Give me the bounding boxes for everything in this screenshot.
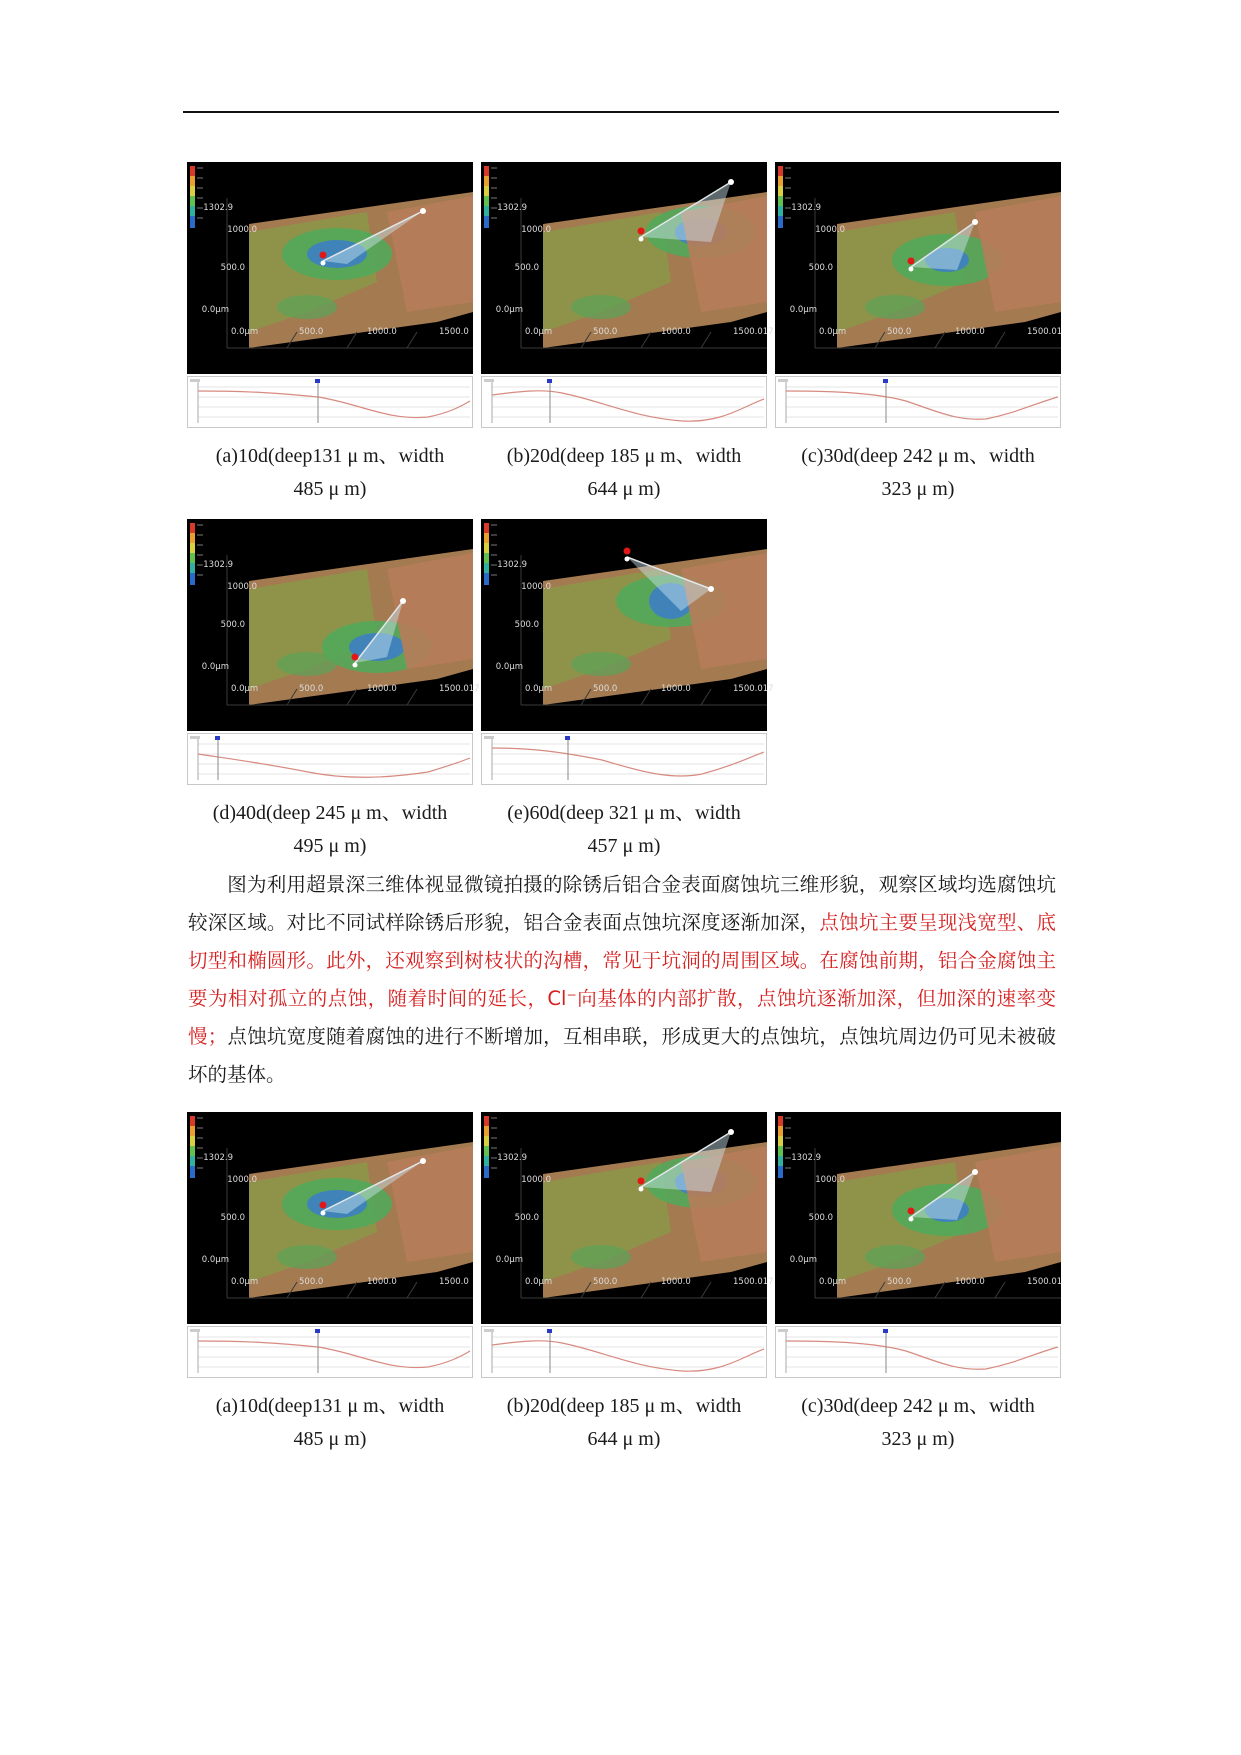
y-tick-label: 1000.0 <box>521 582 551 592</box>
y-tick-label: 0.0μm <box>789 305 817 315</box>
y-tick-label: 1302.9 <box>791 1153 821 1163</box>
caption-line-2: 457 μ m) <box>587 835 661 857</box>
y-tick-label: 1302.9 <box>203 203 233 213</box>
caption-line-2: 323 μ m) <box>881 478 955 500</box>
figure-caption <box>474 797 774 863</box>
figure-caption <box>768 440 1068 506</box>
y-tick-label: 0.0μm <box>495 305 523 315</box>
figure-caption <box>474 1390 774 1456</box>
x-tick-label: 500.0 <box>593 684 618 694</box>
depth-profile-graph <box>187 1326 473 1378</box>
paragraph-text: 图为利用超景深三维体视显微镜拍摄的除锈后铝合金表面腐蚀坑三维形貌，观察区域均选腐蚀坑较深区域。对比不同试样除锈后形貌，铝合金表面点蚀坑深度逐渐加深， <box>188 873 1056 934</box>
header-rule <box>183 111 1059 113</box>
micrograph-3d-view <box>481 162 774 374</box>
surface-render <box>187 519 480 731</box>
figure-panel-a <box>187 162 473 500</box>
caption-line-1: (b)20d(deep 185 μ m、width <box>506 1395 742 1417</box>
x-tick-label: 1000.0 <box>955 1277 985 1287</box>
micrograph-3d-view <box>481 1112 774 1324</box>
y-tick-label: 1302.9 <box>203 560 233 570</box>
x-tick-label: 1000.0 <box>661 327 691 337</box>
figure-panel-c <box>775 162 1063 500</box>
x-tick-label: 0.0μm <box>525 327 553 337</box>
x-tick-label: 1000.0 <box>367 327 397 337</box>
figure-panel-b <box>481 162 774 500</box>
micrograph-3d-view <box>187 1112 473 1324</box>
depth-profile-graph <box>775 1326 1061 1378</box>
y-tick-label: 500.0 <box>808 1213 833 1223</box>
surface-render <box>187 1112 473 1324</box>
x-tick-label: 1500.017 <box>733 327 774 337</box>
caption-line-2: 323 μ m) <box>881 1428 955 1450</box>
caption-line-1: (a)10d(deep131 μ m、width <box>215 1395 445 1417</box>
x-tick-label: 0.0μm <box>819 327 847 337</box>
figure-caption <box>180 797 480 863</box>
caption-line-1: (d)40d(deep 245 μ m、width <box>212 802 448 824</box>
y-tick-label: 1302.9 <box>497 1153 527 1163</box>
y-tick-label: 1302.9 <box>203 1153 233 1163</box>
x-tick-label: 0.0μm <box>231 327 259 337</box>
y-tick-label: 500.0 <box>220 263 245 273</box>
surface-render <box>775 1112 1061 1324</box>
x-tick-label: 1500.017 <box>733 684 774 694</box>
y-tick-label: 0.0μm <box>495 662 523 672</box>
surface-render <box>481 519 774 731</box>
figure-panel-b <box>481 1112 774 1450</box>
depth-profile-graph <box>481 1326 767 1378</box>
y-tick-label: 500.0 <box>514 263 539 273</box>
x-tick-label: 1500.0 <box>439 327 469 337</box>
micrograph-3d-view <box>481 519 774 731</box>
x-tick-label: 1000.0 <box>955 327 985 337</box>
y-tick-label: 0.0μm <box>789 1255 817 1265</box>
micrograph-3d-view <box>187 519 480 731</box>
x-tick-label: 1000.0 <box>367 1277 397 1287</box>
surface-render <box>481 1112 774 1324</box>
surface-render <box>775 162 1061 374</box>
y-tick-label: 1000.0 <box>521 225 551 235</box>
figure-panel-c <box>775 1112 1063 1450</box>
y-tick-label: 1000.0 <box>227 225 257 235</box>
caption-line-1: (c)30d(deep 242 μ m、width <box>801 1395 1035 1417</box>
x-tick-label: 1000.0 <box>367 684 397 694</box>
depth-profile-graph <box>187 376 473 428</box>
depth-profile-graph <box>775 376 1061 428</box>
x-tick-label: 1000.0 <box>661 684 691 694</box>
paragraph-text: 点蚀坑宽度随着腐蚀的进行不断增加，互相串联，形成更大的点蚀坑，点蚀坑周边仍可见未被破坏的基体。 <box>188 1025 1056 1086</box>
x-tick-label: 0.0μm <box>525 684 553 694</box>
caption-line-2: 495 μ m) <box>293 835 367 857</box>
x-tick-label: 0.0μm <box>231 684 259 694</box>
y-tick-label: 500.0 <box>220 1213 245 1223</box>
x-tick-label: 1500.017 <box>733 1277 774 1287</box>
figure-caption <box>180 1390 480 1456</box>
micrograph-3d-view <box>775 162 1061 374</box>
y-tick-label: 500.0 <box>220 620 245 630</box>
x-tick-label: 1500.01 <box>1027 327 1063 337</box>
figure-caption <box>180 440 480 506</box>
micrograph-3d-view <box>775 1112 1061 1324</box>
y-tick-label: 1302.9 <box>497 203 527 213</box>
y-tick-label: 1000.0 <box>521 1175 551 1185</box>
y-tick-label: 0.0μm <box>201 662 229 672</box>
y-tick-label: 1000.0 <box>227 1175 257 1185</box>
caption-line-2: 644 μ m) <box>587 1428 661 1450</box>
y-tick-label: 1302.9 <box>791 203 821 213</box>
micrograph-3d-view <box>187 162 473 374</box>
paragraph-highlighted-text: 点蚀坑主要呈现浅宽型、底切型和椭圆形。此外，还观察到树枝状的沟槽，常见于坑洞的周围区域。在腐蚀前期，铝合金腐蚀主要为相对孤立的点蚀，随着时间的延长，Cl⁻向基体的内部扩散，点蚀坑逐渐加深，但加深的速率变慢； <box>188 911 1056 1048</box>
y-tick-label: 500.0 <box>514 620 539 630</box>
surface-render <box>187 162 473 374</box>
x-tick-label: 1000.0 <box>661 1277 691 1287</box>
body-paragraph <box>188 866 1056 1094</box>
x-tick-label: 500.0 <box>593 1277 618 1287</box>
y-tick-label: 0.0μm <box>201 305 229 315</box>
caption-line-2: 644 μ m) <box>587 478 661 500</box>
y-tick-label: 0.0μm <box>201 1255 229 1265</box>
y-tick-label: 1000.0 <box>815 1175 845 1185</box>
caption-line-2: 485 μ m) <box>293 1428 367 1450</box>
y-tick-label: 0.0μm <box>495 1255 523 1265</box>
y-tick-label: 500.0 <box>514 1213 539 1223</box>
caption-line-1: (c)30d(deep 242 μ m、width <box>801 445 1035 467</box>
x-tick-label: 500.0 <box>887 1277 912 1287</box>
surface-render <box>481 162 774 374</box>
caption-line-1: (e)60d(deep 321 μ m、width <box>507 802 741 824</box>
x-tick-label: 0.0μm <box>231 1277 259 1287</box>
x-tick-label: 500.0 <box>593 327 618 337</box>
figure-panel-d <box>187 519 480 857</box>
caption-line-1: (a)10d(deep131 μ m、width <box>215 445 445 467</box>
x-tick-label: 500.0 <box>299 327 324 337</box>
x-tick-label: 500.0 <box>887 327 912 337</box>
x-tick-label: 0.0μm <box>819 1277 847 1287</box>
figure-panel-e <box>481 519 774 857</box>
x-tick-label: 500.0 <box>299 684 324 694</box>
y-tick-label: 1000.0 <box>815 225 845 235</box>
caption-line-2: 485 μ m) <box>293 478 367 500</box>
x-tick-label: 500.0 <box>299 1277 324 1287</box>
y-tick-label: 500.0 <box>808 263 833 273</box>
x-tick-label: 1500.01 <box>1027 1277 1063 1287</box>
depth-profile-graph <box>187 733 473 785</box>
x-tick-label: 0.0μm <box>525 1277 553 1287</box>
y-tick-label: 1302.9 <box>497 560 527 570</box>
depth-profile-graph <box>481 376 767 428</box>
figure-panel-a <box>187 1112 473 1450</box>
figure-caption <box>474 440 774 506</box>
figure-caption <box>768 1390 1068 1456</box>
y-tick-label: 1000.0 <box>227 582 257 592</box>
x-tick-label: 1500.017 <box>439 684 480 694</box>
x-tick-label: 1500.0 <box>439 1277 469 1287</box>
caption-line-1: (b)20d(deep 185 μ m、width <box>506 445 742 467</box>
depth-profile-graph <box>481 733 767 785</box>
